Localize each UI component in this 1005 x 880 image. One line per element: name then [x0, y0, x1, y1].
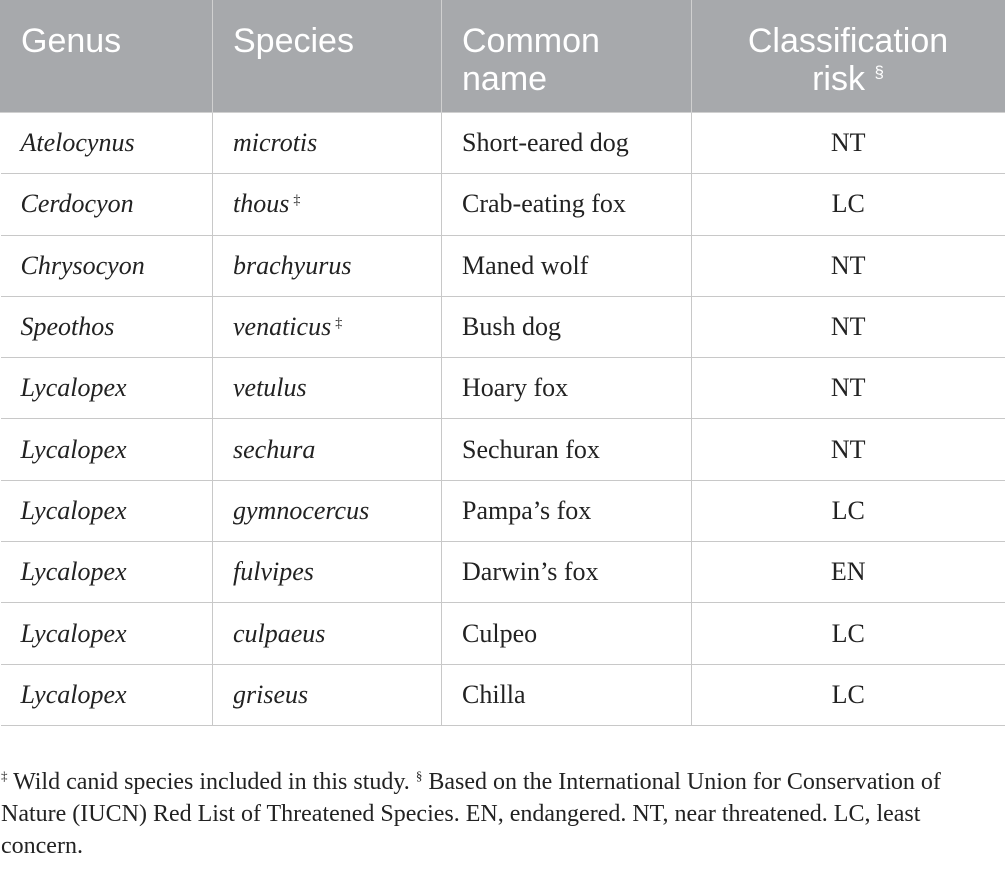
cell-common-name: Chilla — [442, 664, 692, 725]
cell-species — [213, 296, 442, 357]
cell-species — [213, 235, 442, 296]
cell-species — [213, 113, 442, 174]
cell-common-name: Hoary fox — [442, 358, 692, 419]
cell-common-name: Maned wolf — [442, 235, 692, 296]
cell-genus: Speothos — [1, 296, 213, 357]
species-name: microtis — [233, 128, 318, 158]
cell-species — [213, 358, 442, 419]
species-name: fulvipes — [233, 557, 314, 587]
cell-common-name: Short-eared dog — [442, 113, 692, 174]
species-name: sechura — [233, 434, 316, 464]
cell-genus: Lycalopex — [1, 480, 213, 541]
cell-genus: Chrysocyon — [1, 235, 213, 296]
header-common-name — [442, 1, 692, 113]
species-name: culpaeus — [233, 618, 326, 648]
table-row — [1, 664, 1005, 725]
header-common-name-line2: name — [462, 60, 548, 98]
cell-species — [213, 542, 442, 603]
cell-genus: Lycalopex — [1, 358, 213, 419]
footnote-text-2: Based on the International Union for Conservation of Nature (IUCN) Red List of Threatened Species. EN, endangered. NT, near threatened. LC, least concern. — [1, 769, 941, 859]
cell-classification-risk: LC — [692, 603, 1005, 664]
cell-common-name: Culpeo — [442, 603, 692, 664]
table-footnote — [1, 766, 1001, 862]
table-row — [1, 419, 1005, 480]
study-species-mark: ‡ — [335, 316, 343, 332]
table-row — [1, 113, 1005, 174]
cell-species — [213, 664, 442, 725]
cell-genus: Lycalopex — [1, 419, 213, 480]
table-header — [1, 1, 1005, 113]
table-row — [1, 174, 1005, 235]
table-row — [1, 296, 1005, 357]
header-classification-risk — [692, 1, 1005, 113]
cell-common-name: Sechuran fox — [442, 419, 692, 480]
cell-species — [213, 480, 442, 541]
cell-classification-risk: NT — [692, 419, 1005, 480]
study-species-mark: ‡ — [293, 193, 301, 209]
cell-classification-risk: LC — [692, 664, 1005, 725]
cell-species — [213, 419, 442, 480]
table-row — [1, 542, 1005, 603]
header-genus: Genus — [1, 1, 213, 113]
cell-species — [213, 174, 442, 235]
footnote-mark-2: § — [415, 768, 423, 783]
cell-genus: Atelocynus — [1, 113, 213, 174]
header-row — [1, 1, 1005, 113]
footnote-text-1: Wild canid species included in this study. — [7, 769, 416, 795]
species-name: gymnocercus — [233, 495, 370, 525]
table-row — [1, 480, 1005, 541]
cell-genus: Lycalopex — [1, 603, 213, 664]
species-name: thous — [233, 189, 290, 219]
table-body — [1, 113, 1005, 726]
header-species: Species — [213, 1, 442, 113]
header-risk-line1: Classification — [747, 22, 949, 60]
cell-classification-risk: NT — [692, 296, 1005, 357]
table-row — [1, 235, 1005, 296]
species-name: brachyurus — [233, 250, 352, 280]
footnote-mark-1: ‡ — [1, 768, 8, 783]
cell-common-name: Pampa’s fox — [442, 480, 692, 541]
cell-common-name: Bush dog — [442, 296, 692, 357]
header-common-name-line1: Common — [462, 22, 600, 60]
cell-classification-risk: EN — [692, 542, 1005, 603]
cell-classification-risk: LC — [692, 174, 1005, 235]
cell-classification-risk: NT — [692, 235, 1005, 296]
cell-genus: Cerdocyon — [1, 174, 213, 235]
table-row — [1, 603, 1005, 664]
species-name: venaticus — [233, 312, 332, 342]
header-risk-mark: § — [874, 62, 884, 82]
header-risk-line2: risk — [812, 60, 865, 98]
cell-genus: Lycalopex — [1, 664, 213, 725]
cell-common-name: Crab-eating fox — [442, 174, 692, 235]
cell-species — [213, 603, 442, 664]
cell-classification-risk: LC — [692, 480, 1005, 541]
cell-genus: Lycalopex — [1, 542, 213, 603]
cell-common-name: Darwin’s fox — [442, 542, 692, 603]
species-name: griseus — [233, 679, 309, 709]
table-row — [1, 358, 1005, 419]
species-name: vetulus — [233, 373, 307, 403]
cell-classification-risk: NT — [692, 113, 1005, 174]
cell-classification-risk: NT — [692, 358, 1005, 419]
